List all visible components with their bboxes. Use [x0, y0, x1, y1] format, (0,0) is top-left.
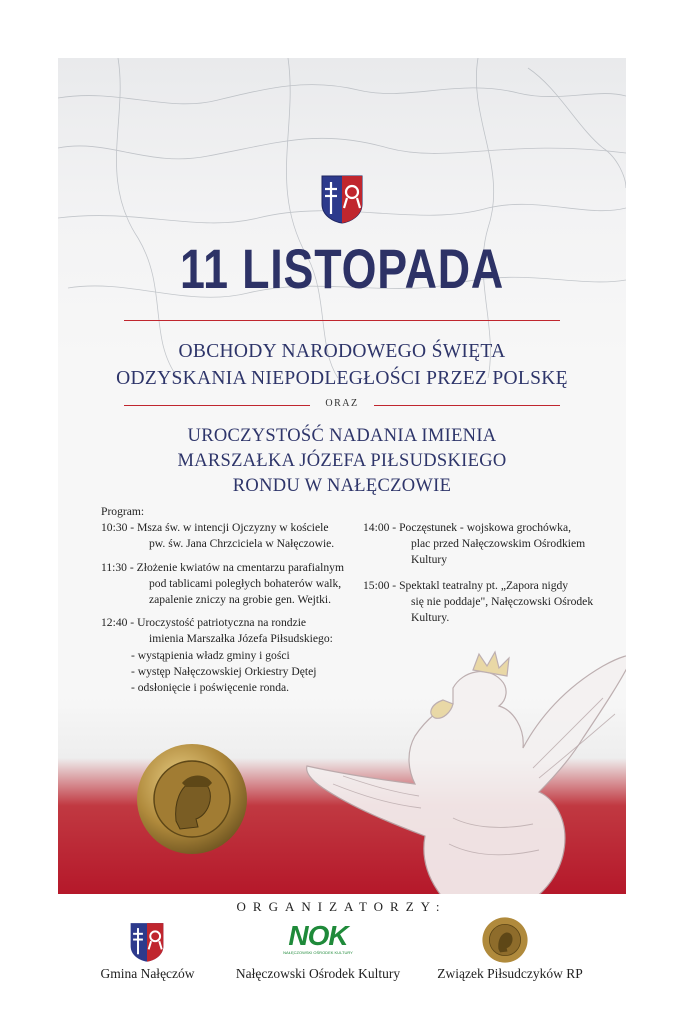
program-time: 12:40 - [101, 616, 135, 630]
program-item [363, 578, 613, 627]
program-text: pw. św. Jana Chrzciciela w Nałęczowie. [149, 537, 335, 551]
program-text: zapalenie zniczy na grobie gen. Wejtki. [149, 593, 332, 607]
oraz-separator: ORAZ [325, 398, 359, 409]
page-title: 11 LISTOPADA [179, 237, 505, 300]
subtitle-line-2: ODZYSKANIA NIEPODLEGŁOŚCI PRZEZ POLSKĘ [116, 368, 568, 389]
program-right [363, 520, 613, 633]
nok-logo [279, 922, 357, 962]
program-text: się nie poddaje", Nałęczowski Ośrodek [411, 594, 594, 608]
program-subitem: - odsłonięcie i poświęcenie ronda. [131, 681, 290, 695]
white-eagle-icon [303, 648, 626, 894]
program-subitem: - występ Nałęczowskiej Orkiestry Dętej [131, 664, 317, 678]
organizer-name: Związek Piłsudczyków RP [437, 966, 583, 981]
subtitle-line-1: OBCHODY NARODOWEGO ŚWIĘTA [178, 341, 506, 362]
organizers-heading: ORGANIZATORZY: [236, 899, 447, 914]
nok-logo-text: NOK [288, 920, 348, 951]
program-time: 10:30 - [101, 521, 135, 535]
poster [58, 58, 626, 894]
program-item [101, 520, 371, 552]
program-text: pod tablicami poległych bohaterów walk, [149, 576, 342, 590]
program-text: imienia Marszałka Józefa Piłsudskiego: [149, 632, 333, 646]
oraz-divider-right [374, 405, 560, 406]
program-time: 15:00 - [363, 578, 397, 592]
program-subitem: - wystąpienia władz gminy i gości [131, 648, 290, 662]
program-item [101, 560, 371, 609]
program-label: Program: [101, 505, 145, 518]
program-text: Poczęstunek - wojskowa grochówka, [399, 521, 572, 534]
program-text: Kultury [411, 553, 448, 567]
nok-logo-subtext: NAŁĘCZOWSKI OŚRODEK KULTURY [283, 950, 353, 955]
program-text: Uroczystość patriotyczna na rondzie [137, 616, 307, 630]
event-line-2: MARSZAŁKA JÓZEFA PIŁSUDSKIEGO [177, 451, 507, 471]
top-divider [124, 320, 560, 321]
event-line-1: UROCZYSTOŚĆ NADANIA IMIENIA [187, 426, 497, 446]
event-line-3: RONDU W NAŁĘCZOWIE [232, 476, 452, 496]
crest-icon [320, 174, 364, 224]
program-time: 11:30 - [101, 560, 134, 574]
organizer-name: Nałęczowski Ośrodek Kultury [235, 966, 401, 981]
program-text: Msza św. w intencji Ojczyzny w kościele [137, 521, 329, 535]
program-text: Kultury. [411, 611, 450, 625]
program-text: Złożenie kwiatów na cmentarzu parafialnym [136, 560, 344, 574]
medal-icon [136, 743, 248, 855]
organizer-name: Gmina Nałęczów [100, 966, 195, 981]
program-text: plac przed Nałęczowskim Ośrodkiem [411, 537, 586, 551]
program-item [363, 520, 613, 569]
program-text: Spektakl teatralny pt. „Zapora nigdy [399, 578, 569, 592]
crest-icon [129, 921, 165, 963]
medal-icon [482, 917, 528, 963]
program-time: 14:00 - [363, 521, 397, 534]
